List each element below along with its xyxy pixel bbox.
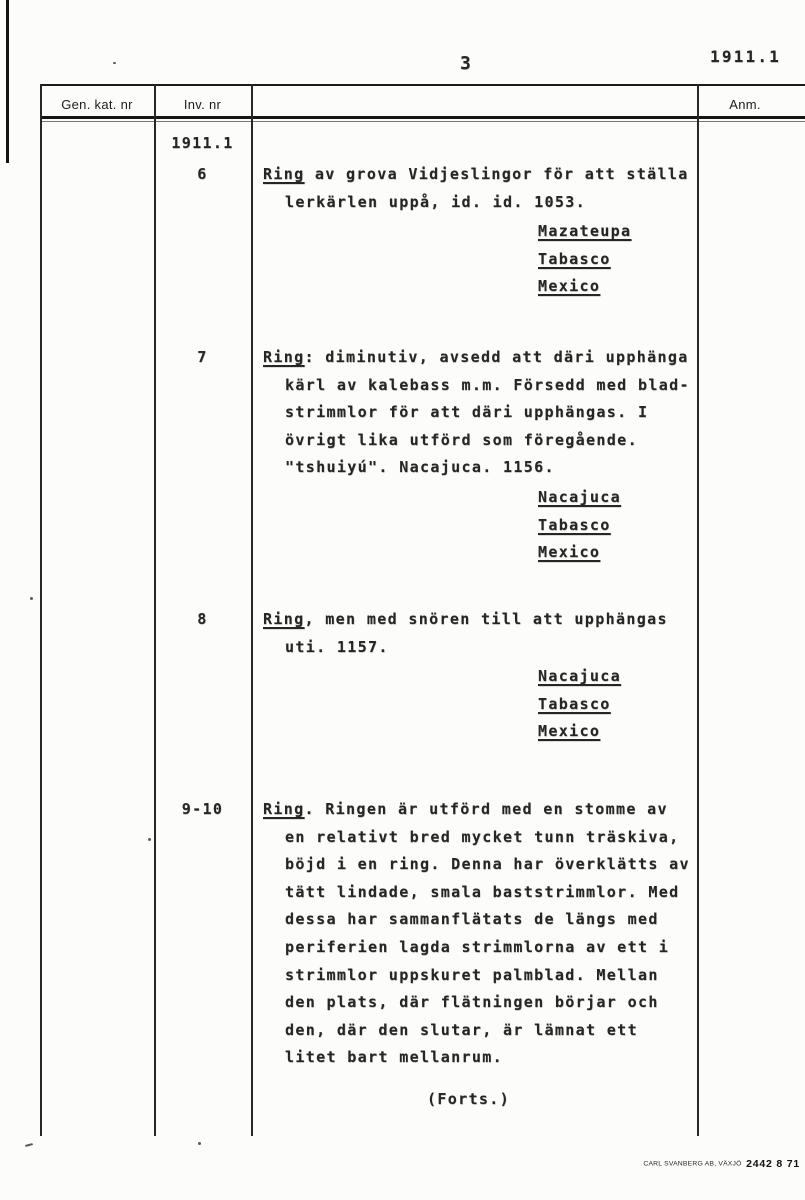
scan-speck [148, 838, 151, 841]
description-line: dessa har sammanflätats de längs med [285, 910, 659, 929]
inventory-year: 1911.1 [171, 134, 234, 152]
entry-places [538, 663, 703, 746]
description-line: "tshuiyú". Nacajuca. 1156. [285, 458, 555, 477]
continuation-note: (Forts.) [427, 1090, 511, 1108]
place-name: Mexico [538, 543, 601, 562]
description-line: lerkärlen uppå, id. id. 1053. [285, 192, 587, 211]
description-line [263, 161, 703, 189]
scan-speck [113, 62, 116, 64]
inventory-number: 8 [197, 610, 208, 628]
description-text: av grova Vidjeslingor för att ställa [304, 165, 689, 183]
column-header-inv-nr: Inv. nr [183, 97, 222, 112]
entry-lead-word: Ring [263, 610, 305, 628]
description-line [263, 796, 703, 824]
entry-lead-word: Ring [263, 800, 305, 818]
scan-speck [198, 1142, 201, 1145]
printer-imprint-code: 2442 8 71 [746, 1158, 800, 1170]
entry-description [263, 161, 703, 301]
scan-edge-artifact [6, 0, 9, 163]
column-header-anm: Anm. [729, 97, 761, 112]
description-line: den plats, där flätningen börjar och [285, 993, 659, 1012]
place-name: Nacajuca [538, 487, 622, 506]
entry-lead-word: Ring [263, 165, 305, 183]
column-header-gen-kat-nr: Gen. kat. nr [61, 97, 133, 112]
description-line: kärl av kalebass m.m. Försedd med blad- [285, 375, 690, 394]
description-line: den, där den slutar, är lämnat ett [285, 1020, 638, 1039]
entry-description [263, 606, 703, 746]
entry-places [538, 484, 703, 567]
printer-imprint [545, 1154, 800, 1172]
place-name: Mazateupa [538, 222, 632, 241]
place-name: Mexico [538, 722, 601, 741]
description-line: böjd i en ring. Denna har överklätts av [285, 855, 690, 874]
place-name: Mexico [538, 277, 601, 296]
inventory-number: 6 [197, 165, 208, 183]
description-line: periferien lagda strimmlorna av ett i [285, 937, 670, 956]
page-number: 3 [460, 53, 473, 74]
description-line: uti. 1157. [285, 637, 389, 656]
description-line: strimmlor för att däri upphängas. I [285, 403, 649, 422]
description-line: strimmlor uppskuret palmblad. Mellan [285, 965, 659, 984]
place-name: Nacajuca [538, 667, 622, 686]
description-line: tätt lindade, smala baststrimmlor. Med [285, 882, 680, 901]
description-line [263, 344, 703, 372]
inventory-number: 7 [197, 348, 208, 366]
scan-speck [30, 597, 33, 600]
table-border-left [40, 84, 42, 1136]
description-line: en relativt bred mycket tunn träskiva, [285, 827, 680, 846]
description-line: litet bart mellanrum. [285, 1048, 503, 1067]
inventory-number: 9-10 [181, 800, 224, 818]
column-divider-inv-main [251, 84, 253, 1136]
description-text: . Ringen är utförd med en stomme av [304, 800, 668, 818]
place-name: Tabasco [538, 515, 611, 534]
entry-lead-word: Ring [263, 348, 305, 366]
printer-imprint-name: CARL SVANBERG AB, VÄXJÖ [643, 1160, 742, 1168]
scan-speck [25, 1143, 33, 1147]
place-name: Tabasco [538, 249, 611, 268]
description-text: : diminutiv, avsedd att däri upphänga [304, 348, 689, 366]
document-number: 1911.1 [710, 47, 781, 66]
description-line: övrigt lika utförd som föregående. [285, 430, 638, 449]
description-text: , men med snören till att upphängas [304, 610, 668, 628]
place-name: Tabasco [538, 694, 611, 713]
entry-description [263, 796, 703, 1072]
entry-description [263, 344, 703, 567]
description-line [263, 606, 703, 634]
entry-places [538, 218, 703, 301]
